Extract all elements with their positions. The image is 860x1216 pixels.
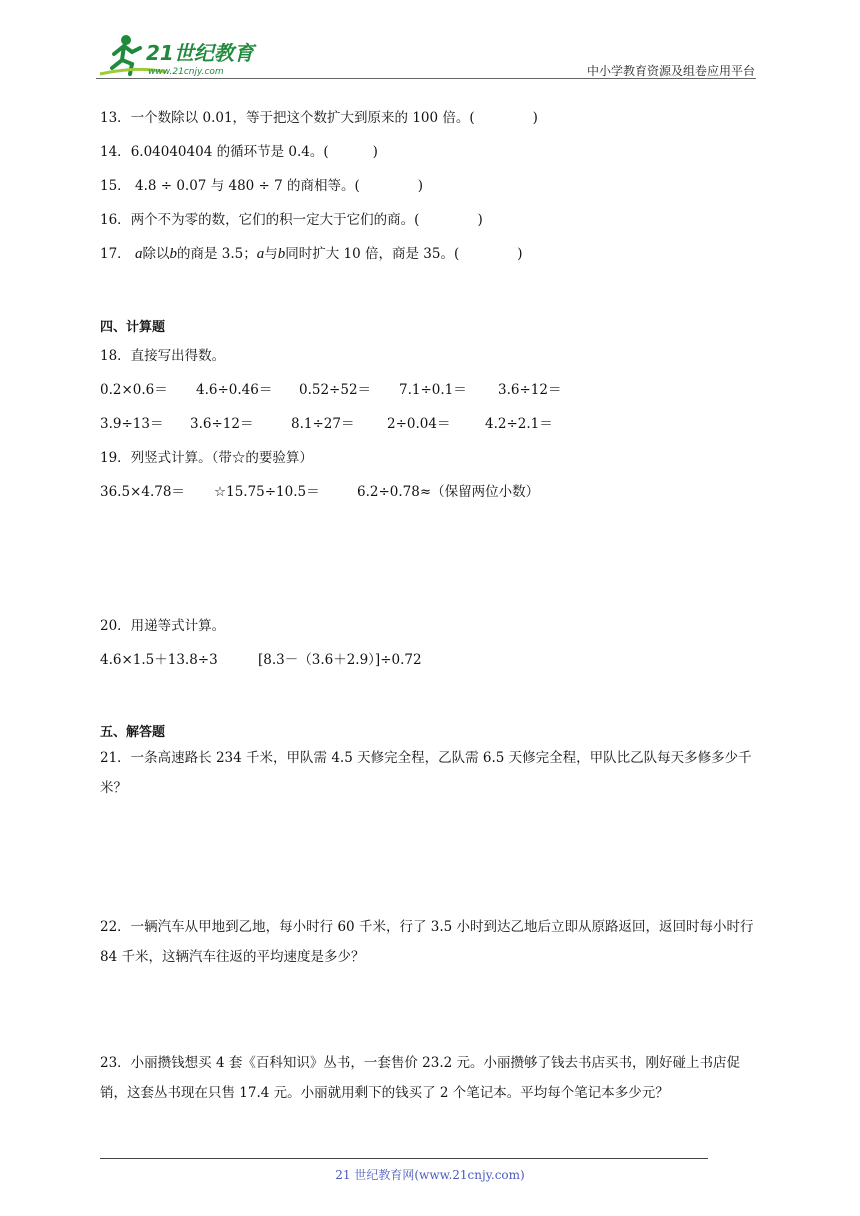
- q18-item: 0.52÷52＝: [299, 382, 372, 398]
- q18-item: 3.9÷13＝: [100, 416, 164, 432]
- question-22: 22．一辆汽车从甲地到乙地，每小时行 60 千米，行了 3.5 小时到达乙地后立即从原路返回，返回时每小时行 84 千米，这辆汽车往返的平均速度是多少？: [100, 919, 754, 965]
- q18-item: 2÷0.04＝: [387, 416, 451, 432]
- svg-text:21世纪教育: 21世纪教育: [146, 41, 254, 65]
- q20-item: 4.6×1.5＋13.8÷3: [100, 652, 218, 668]
- runner-logo-icon: [96, 30, 266, 80]
- q18-item: 4.2÷2.1＝: [485, 416, 553, 432]
- question-14: 14．6.04040404 的循环节是 0.4。( ): [100, 144, 378, 160]
- q18-item: 3.6÷12＝: [498, 382, 562, 398]
- q18-item: 8.1÷27＝: [291, 416, 355, 432]
- question-17: 17． a除以b的商是 3.5；a与b同时扩大 10 倍，商是 35。( ): [100, 246, 523, 262]
- q19-item: ☆15.75÷10.5＝: [214, 484, 320, 500]
- question-16: 16．两个不为零的数，它们的积一定大于它们的商。( ): [100, 212, 483, 228]
- question-13: 13．一个数除以 0.01，等于把这个数扩大到原来的 100 倍。( ): [100, 110, 538, 126]
- question-18-label: 18．直接写出得数。: [100, 348, 226, 364]
- section-title-calculation: 四、计算题: [100, 320, 166, 335]
- svg-text:www.21cnjy.com: www.21cnjy.com: [148, 67, 224, 77]
- q20-item: [8.3－（3.6＋2.9）]÷0.72: [258, 652, 422, 668]
- section-title-word-problems: 五、解答题: [100, 725, 166, 740]
- question-20-label: 20．用递等式计算。: [100, 618, 226, 634]
- site-logo: [96, 30, 266, 80]
- q19-item: 36.5×4.78＝: [100, 484, 185, 500]
- question-19-label: 19．列竖式计算。（带☆的要验算）: [100, 450, 313, 466]
- header-divider: [96, 78, 756, 79]
- footer-source[interactable]: 21 世纪教育网(www.21cnjy.com): [335, 1168, 525, 1182]
- q18-item: 4.6÷0.46＝: [196, 382, 273, 398]
- question-15: 15． 4.8 ÷ 0.07 与 480 ÷ 7 的商相等。( ): [100, 178, 424, 194]
- question-21: 21．一条高速路长 234 千米，甲队需 4.5 天修完全程，乙队需 6.5 天修完全程，甲队比乙队每天多修多少千米？: [100, 750, 752, 796]
- q19-item: 6.2÷0.78≈（保留两位小数）: [357, 484, 540, 500]
- q18-item: 3.6÷12＝: [190, 416, 254, 432]
- footer-divider: [100, 1158, 708, 1159]
- q18-item: 0.2×0.6＝: [100, 382, 168, 398]
- question-23: 23．小丽攒钱想买 4 套《百科知识》丛书，一套售价 23.2 元。小丽攒够了钱去书店买书，刚好碰上书店促销，这套丛书现在只售 17.4 元。小丽就用剩下的钱买了 2 个笔记本。平均每个笔记本多少元？: [100, 1055, 740, 1101]
- platform-name: 中小学教育资源及组卷应用平台: [586, 64, 755, 78]
- q18-item: 7.1÷0.1＝: [399, 382, 467, 398]
